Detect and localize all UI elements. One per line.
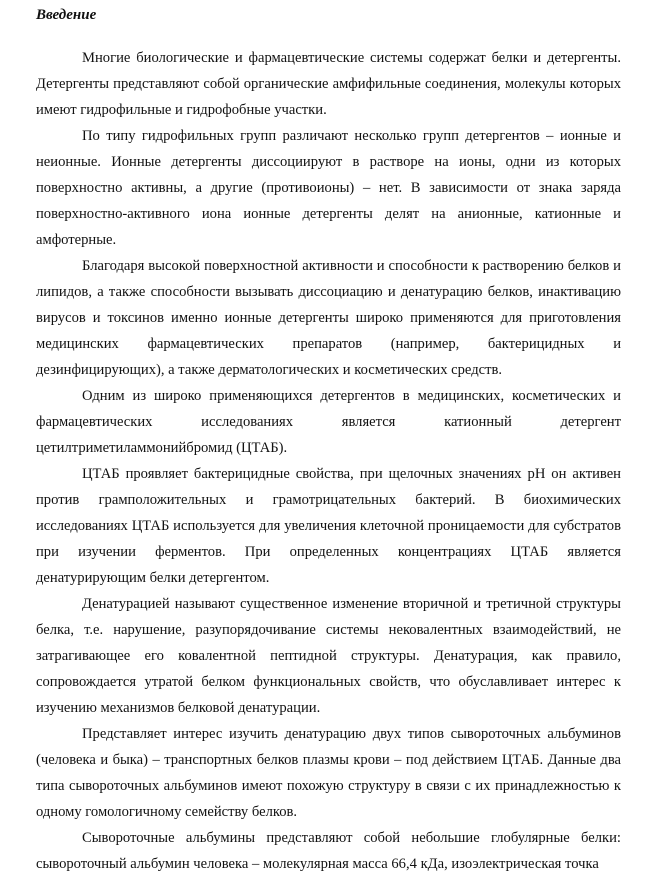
paragraph-7: Представляет интерес изучить денатурацию двух типов сывороточных альбуминов (человека и быка) – транспортных белков плазмы крови – под действием ЦТАБ. Данные два типа сывороточных альбуминов имеют похожую структуру в связи с их принадлежностью к одному гомологичному семейству белков. (36, 726, 621, 820)
paragraph-1: Многие биологические и фармацевтические системы содержат белки и детергенты. Детергенты представляют собой органические амфифильные соединения, молекулы которых имеют гидрофильные и гидрофобные участки. (36, 50, 621, 118)
paragraph-5: ЦТАБ проявляет бактерицидные свойства, при щелочных значениях pH он активен против грамположительных и грамотрицательных бактерий. В биохимических исследованиях ЦТАБ используется для увеличения клеточной проницаемости для субстратов при изучении ферментов. При определенных концентрациях ЦТАБ является денатурирующим белки детергентом. (36, 466, 621, 586)
section-heading: Введение (36, 7, 97, 23)
document-page (36, 4, 621, 877)
paragraph-6: Денатурацией называют существенное изменение вторичной и третичной структуры белка, т.е. нарушение, разупорядочивание системы нековалентных взаимодействий, не затрагивающее его ковалентной пептидной структуры. Денатурация, как правило, сопровождается утратой белком функциональных свойств, что обуславливает интерес к изучению механизмов белковой денатурации. (36, 596, 621, 716)
paragraph-8: Сывороточные альбумины представляют собой небольшие глобулярные белки: сывороточный альбумин человека – молекулярная масса 66,4 кДа, изоэлектрическая точка (36, 830, 621, 872)
paragraph-3: Благодаря высокой поверхностной активности и способности к растворению белков и липидов, а также способности вызывать диссоциацию и денатурацию белков, инактивацию вирусов и токсинов именно ионные детергенты широко применяются для приготовления медицинских фармацевтических препаратов (например, бактерицидных и дезинфицирующих), а также дерматологических и косметических средств. (36, 258, 621, 378)
paragraph-2: По типу гидрофильных групп различают несколько групп детергентов – ионные и неионные. Ионные детергенты диссоциируют в растворе на ионы, одни из которых поверхностно активны, а другие (противоионы) – нет. В зависимости от знака заряда поверхностно-активного иона ионные детергенты делят на анионные, катионные и амфотерные. (36, 128, 621, 248)
paragraph-4: Одним из широко применяющихся детергентов в медицинских, косметических и фармацевтических исследованиях является катионный детергент цетилтриметиламмонийбромид (ЦТАБ). (36, 388, 621, 456)
